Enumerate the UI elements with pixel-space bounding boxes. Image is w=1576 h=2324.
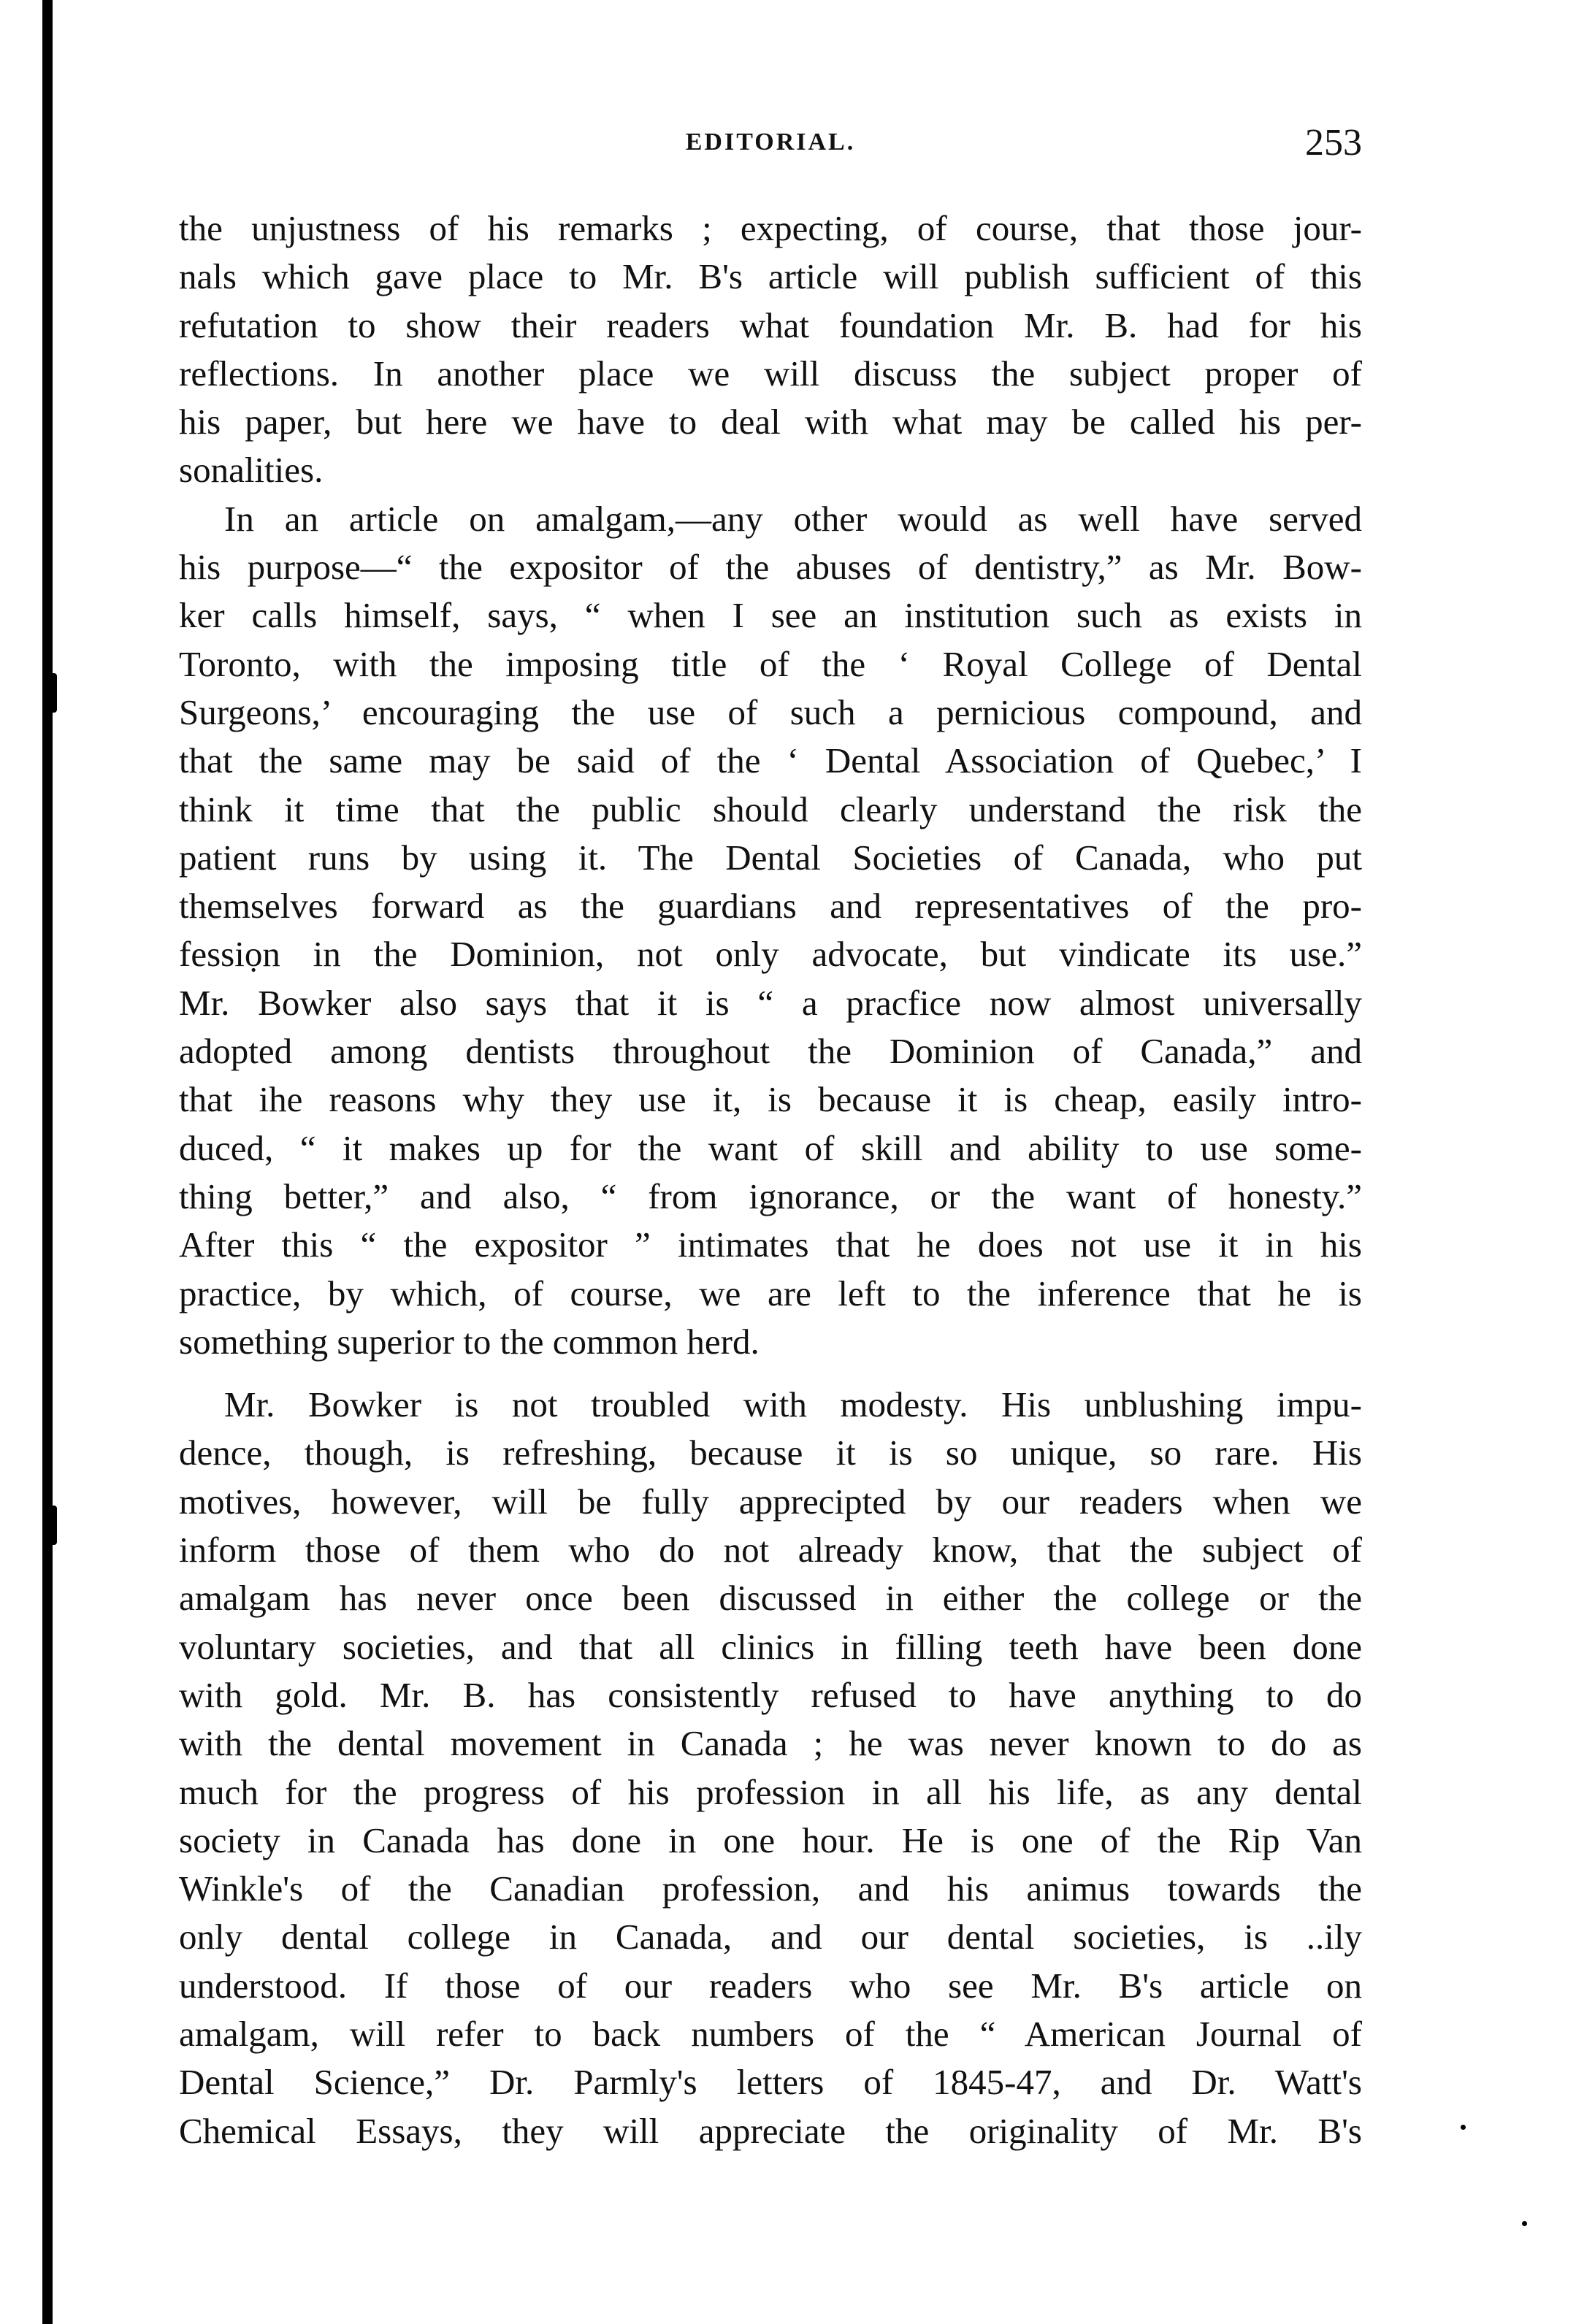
text-line: think it time that the public should clearly understand the risk the [179, 789, 1362, 829]
text-line: with gold. Mr. B. has consistently refused to have anything to do [179, 1674, 1362, 1715]
paragraph [179, 1381, 1362, 2155]
scan-speck [1461, 2125, 1466, 2130]
page-number: 253 [1305, 122, 1362, 164]
running-head: EDITORIAL. [685, 129, 856, 156]
text-line: much for the progress of his profession in all his life, as any dental [179, 1771, 1362, 1812]
text-line: understood. If those of our readers who see Mr. B's article on [179, 1965, 1362, 2006]
text-line: reflections. In another place we will discuss the subject proper of [179, 353, 1362, 394]
text-line: Dental Science,” Dr. Parmly's letters of 1845-47, and Dr. Watt's [179, 2062, 1362, 2103]
text-line: with the dental movement in Canada ; he was never known to do as [179, 1723, 1362, 1764]
paragraph [179, 495, 1362, 1366]
text-line: Mr. Bowker is not troubled with modesty. His unblushing impu- [224, 1384, 1362, 1425]
scan-speck [1522, 2221, 1527, 2226]
text-line: patient runs by using it. The Dental Societies of Canada, who put [179, 837, 1362, 878]
binding-mark [50, 1506, 57, 1545]
text-line: that the same may be said of the ‘ Dental Association of Quebec,’ I [179, 740, 1362, 781]
text-line: inform those of them who do not already know, that the subject of [179, 1530, 1362, 1571]
text-line: fessiọn in the Dominion, not only advocate, but vindicate its use.” [179, 934, 1362, 975]
text-line: ker calls himself, says, “ when I see an institution such as exists in [179, 595, 1362, 636]
binding-mark [50, 673, 57, 713]
text-line: that ihe reasons why they use it, is because it is cheap, easily intro- [179, 1079, 1362, 1120]
text-line: the unjustness of his remarks ; expecting, of course, that those jour- [179, 208, 1362, 248]
text-line: nals which gave place to Mr. B's article will publish sufficient of this [179, 256, 1362, 297]
text-line: something superior to the common herd. [179, 1321, 760, 1362]
text-line: dence, though, is refreshing, because it is so unique, so rare. His [179, 1433, 1362, 1473]
text-line: practice, by which, of course, we are left to the inference that he is [179, 1273, 1362, 1314]
text-line: amalgam, will refer to back numbers of the “ American Journal of [179, 2013, 1362, 2054]
text-line: refutation to show their readers what foundation Mr. B. had for his [179, 304, 1362, 345]
text-line: only dental college in Canada, and our dental societies, is ..ily [179, 1917, 1362, 1957]
text-line: duced, “ it makes up for the want of skill and ability to use some- [179, 1127, 1362, 1168]
text-line: Toronto, with the imposing title of the ‘ Royal College of Dental [179, 643, 1362, 684]
text-line: In an article on amalgam,—any other would as well have served [224, 498, 1362, 539]
text-line: Mr. Bowker also says that it is “ a pracfice now almost universally [179, 982, 1362, 1023]
text-line: amalgam has never once been discussed in either the college or the [179, 1578, 1362, 1619]
paragraph [179, 204, 1362, 495]
text-line: sonalities. [179, 450, 324, 491]
text-line: voluntary societies, and that all clinics in filling teeth have been done [179, 1626, 1362, 1667]
article-body [179, 204, 1362, 2155]
text-line: After this “ the expositor ” intimates that he does not use it in his [179, 1224, 1362, 1265]
text-line: Winkle's of the Canadian profession, and his animus towards the [179, 1868, 1362, 1909]
text-line: society in Canada has done in one hour. He is one of the Rip Van [179, 1819, 1362, 1860]
text-line: his purpose—“ the expositor of the abuses of dentistry,” as Mr. Bow- [179, 547, 1362, 588]
text-line: Surgeons,’ encouraging the use of such a pernicious compound, and [179, 691, 1362, 732]
text-line: motives, however, will be fully apprecipted by our readers when we [179, 1481, 1362, 1522]
text-line: thing better,” and also, “ from ignorance, or the want of honesty.” [179, 1176, 1362, 1216]
binding-edge-shadow [42, 0, 53, 2324]
text-line: Chemical Essays, they will appreciate the originality of Mr. B's [179, 2110, 1362, 2151]
page-header [179, 122, 1362, 180]
text-line: adopted among dentists throughout the Dominion of Canada,” and [179, 1031, 1362, 1072]
text-line: themselves forward as the guardians and representatives of the pro- [179, 886, 1362, 927]
text-line: his paper, but here we have to deal with what may be called his per- [179, 402, 1362, 442]
